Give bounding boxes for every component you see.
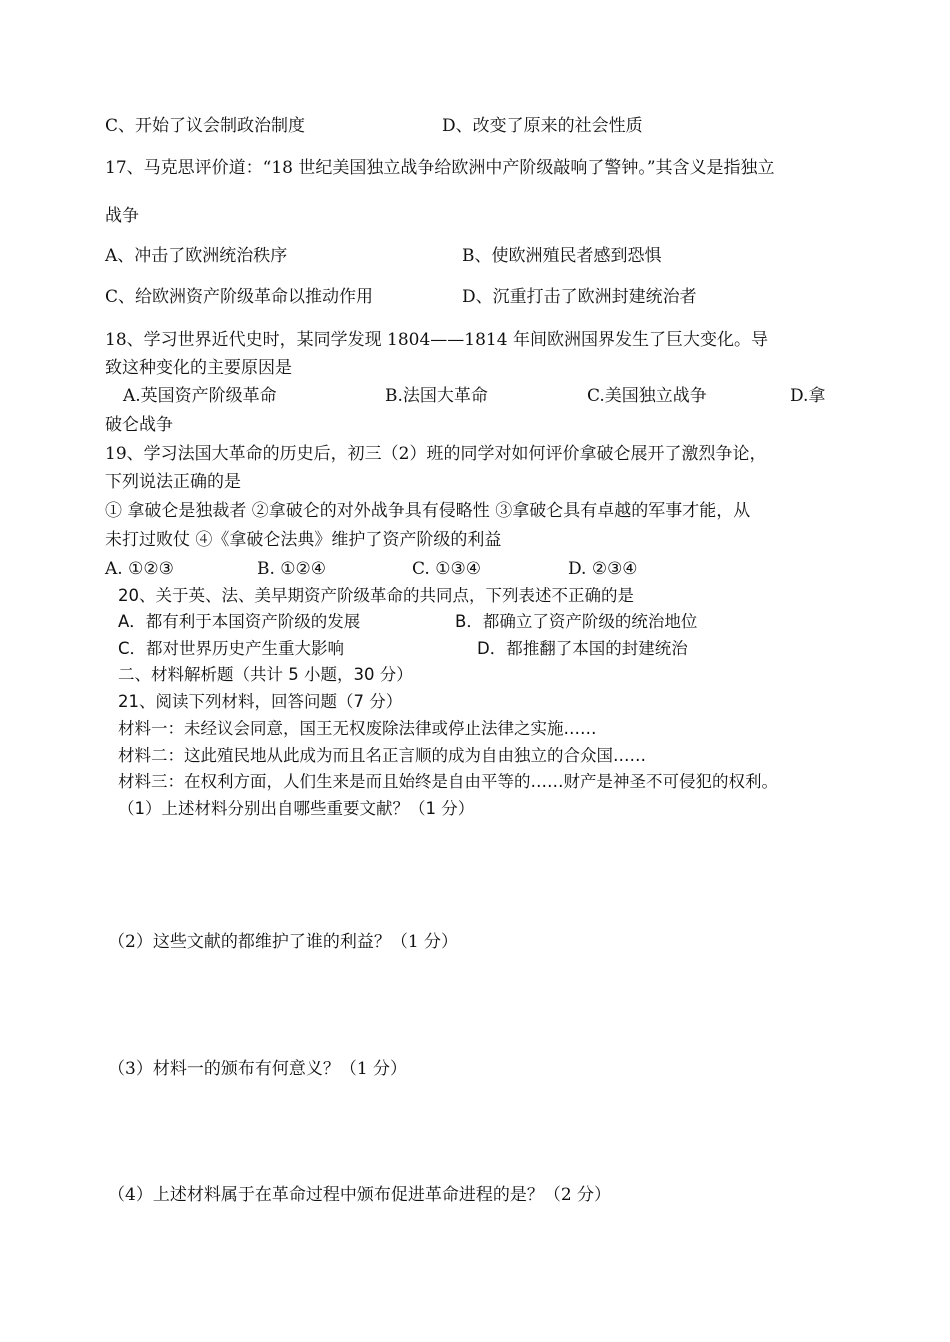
q18-stem-line2: 致这种变化的主要原因是 [105,358,292,378]
q18-option-a: A.英国资产阶级革命 [123,386,277,406]
q21-stem: 21、阅读下列材料，回答问题（7 分） [118,692,403,711]
q21-subquestion-2: （2）这些文献的都维护了谁的利益？（1 分） [108,932,459,952]
q19-option-b: B. ①②④ [257,559,327,579]
q21-material-3: 材料三：在权利方面，人们生来是而且始终是自由平等的……财产是神圣不可侵犯的权利。 [118,772,778,791]
q21-subquestion-3: （3）材料一的颁布有何意义？（1 分） [108,1059,408,1079]
q21-material-2: 材料二：这此殖民地从此成为而且名正言顺的成为自由独立的合众国…… [118,746,646,765]
q21-material-1: 材料一：未经议会同意，国王无权废除法律或停止法律之实施…… [118,719,597,738]
q17-option-d: D、沉重打击了欧洲封建统治者 [462,287,697,307]
q20-stem: 20、关于英、法、美早期资产阶级革命的共同点，下列表述不正确的是 [118,586,634,605]
q18-option-b: B.法国大革命 [385,386,488,406]
section-heading: 二、材料解析题（共计 5 小题，30 分） [118,665,413,684]
q17-stem-line2: 战争 [105,206,139,226]
q20-option-a: A．都有利于本国资产阶级的发展 [118,612,361,631]
q17-option-b: B、使欧洲殖民者感到恐惧 [462,246,662,266]
q19-option-d: D. ②③④ [568,559,638,579]
q17-option-c: C、给欧洲资产阶级革命以推动作用 [105,287,374,307]
q20-option-b: B．都确立了资产阶级的统治地位 [455,612,698,631]
q17-option-a: A、冲击了欧洲统治秩序 [105,246,288,266]
q20-option-c: C．都对世界历史产生重大影响 [118,639,345,658]
q16-option-d: D、改变了原来的社会性质 [442,116,643,136]
q19-statements-line2: 未打过败仗 ④《拿破仑法典》维护了资产阶级的利益 [105,530,502,550]
q19-option-c: C. ①③④ [412,559,481,579]
q19-statements-line1: ① 拿破仑是独裁者 ②拿破仑的对外战争具有侵略性 ③拿破仑具有卓越的军事才能，从 [105,501,751,521]
q21-subquestion-4: （4）上述材料属于在革命过程中颁布促进革命进程的是？（2 分） [108,1185,612,1205]
q18-option-c: C.美国独立战争 [587,386,707,406]
q18-stem-line1: 18、学习世界近代史时，某同学发现 1804——1814 年间欧洲国界发生了巨大变化。导 [105,330,768,350]
q21-subquestion-1: （1）上述材料分别出自哪些重要文献？（1 分） [118,799,475,818]
q16-option-c: C、开始了议会制政治制度 [105,116,306,136]
q18-option-d-continued: 破仑战争 [105,415,173,435]
q19-stem-line1: 19、学习法国大革命的历史后，初三（2）班的同学对如何评价拿破仑展开了激烈争论， [105,444,767,464]
q18-option-d: D.拿 [790,386,826,406]
q20-option-d: D．都推翻了本国的封建统治 [477,639,688,658]
q17-stem-line1: 17、马克思评价道：“18 世纪美国独立战争给欧洲中产阶级敲响了警钟。”其含义是指独立 [105,158,775,178]
q19-stem-line2: 下列说法正确的是 [105,472,241,492]
q19-option-a: A. ①②③ [105,559,174,579]
